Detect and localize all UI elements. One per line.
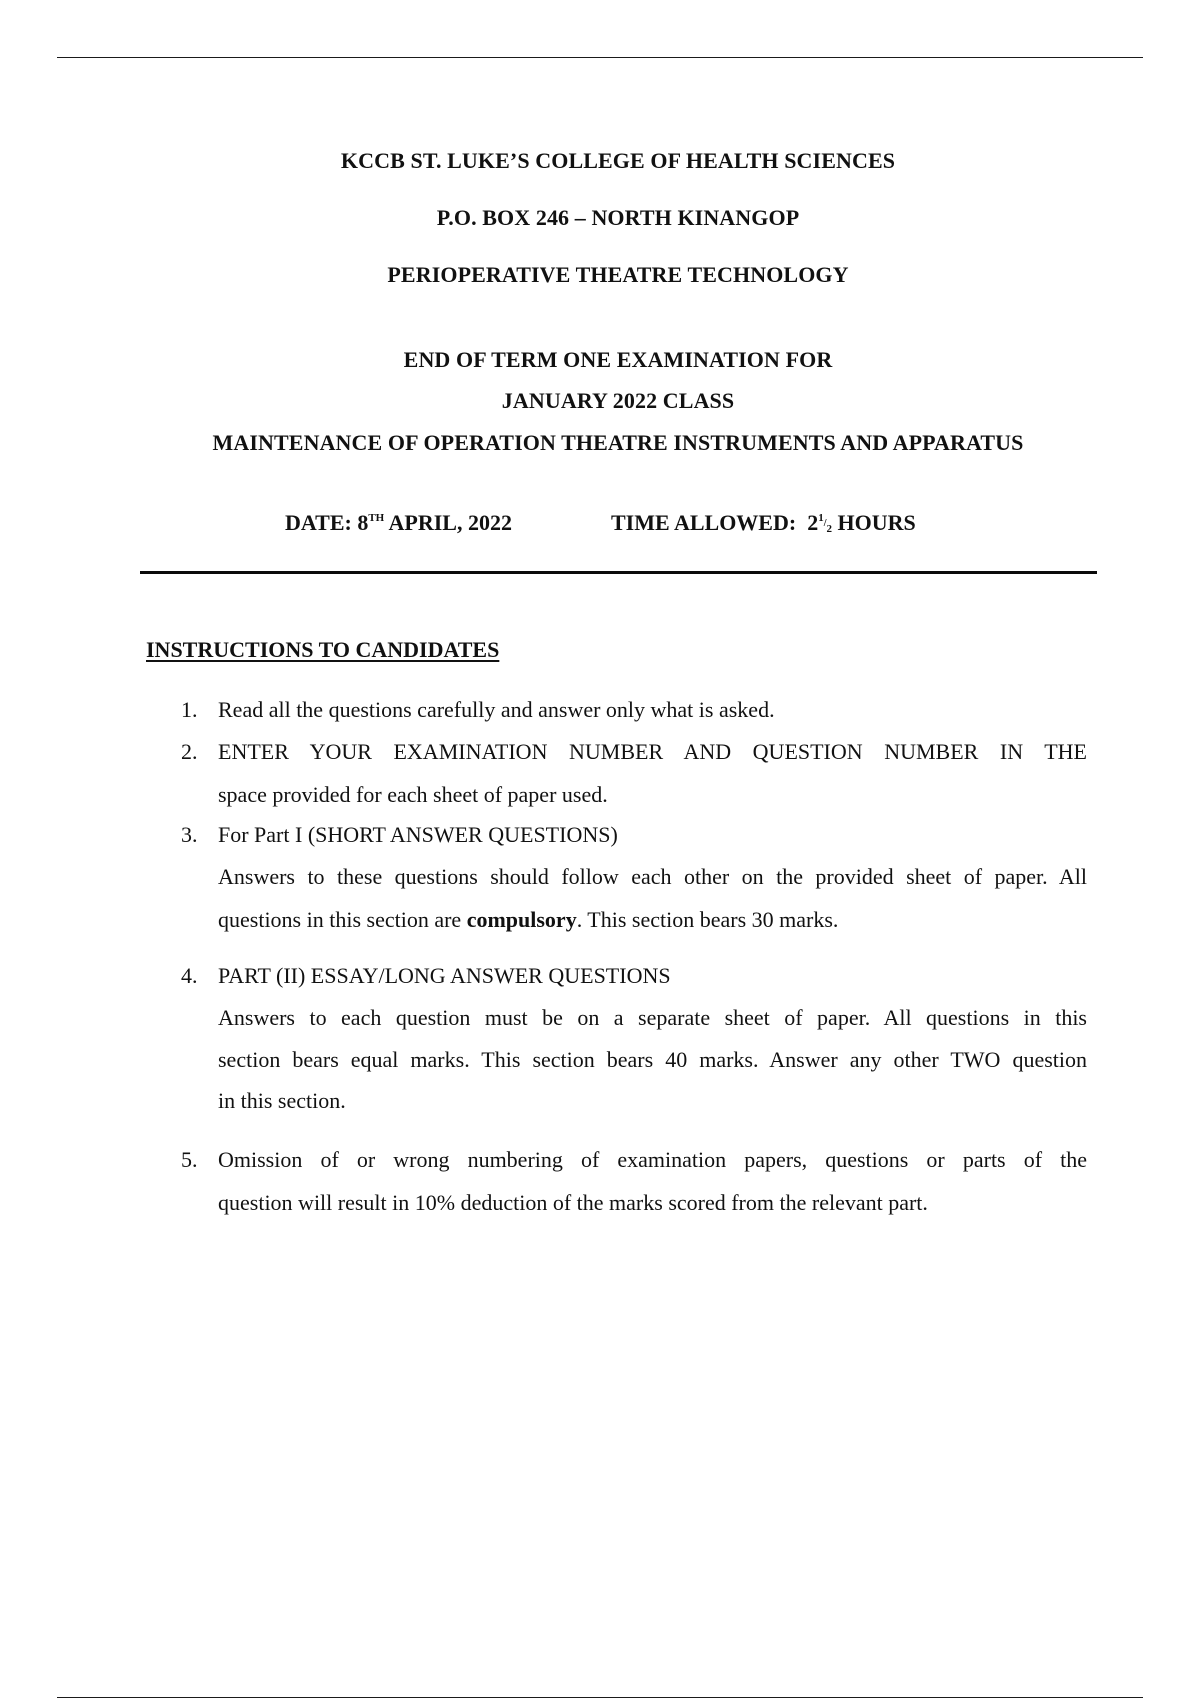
instruction-text: Omission of or wrong numbering of examination papers, questions or parts of the [218, 1147, 1087, 1172]
time-fraction-denominator: 2 [826, 523, 832, 535]
bottom-rule [57, 1697, 1143, 1698]
time-whole: 2 [807, 510, 819, 535]
exam-date [285, 510, 512, 536]
instruction-text-segment: questions in this section are [218, 907, 467, 932]
exam-title-line-1: END OF TERM ONE EXAMINATION FOR [403, 347, 833, 372]
date-day: 8 [357, 510, 369, 535]
header-divider [140, 571, 1097, 574]
instructions-title: INSTRUCTIONS TO CANDIDATES [146, 637, 500, 662]
instruction-number: 2. [181, 739, 198, 764]
date-suffix: TH [368, 512, 385, 524]
time-label: TIME ALLOWED: [611, 510, 797, 535]
department-name: PERIOPERATIVE THEATRE TECHNOLOGY [387, 262, 849, 287]
top-rule [57, 57, 1143, 58]
instruction-text: ENTER YOUR EXAMINATION NUMBER AND QUESTION NUMBER IN THE [218, 739, 1087, 764]
instruction-text: question will result in 10% deduction of the marks scored from the relevant part. [218, 1190, 928, 1215]
instruction-number: 3. [181, 822, 198, 847]
instruction-text: section bears equal marks. This section bears 40 marks. Answer any other TWO question [218, 1047, 1087, 1072]
instruction-text: Answers to these questions should follow each other on the provided sheet of paper. All [218, 864, 1087, 889]
institution-address: P.O. BOX 246 – NORTH KINANGOP [436, 205, 800, 230]
time-unit: HOURS [837, 510, 916, 535]
instruction-text: in this section. [218, 1088, 346, 1113]
instruction-text: space provided for each sheet of paper used. [218, 782, 608, 807]
instruction-text: Answers to each question must be on a separate sheet of paper. All questions in this [218, 1005, 1087, 1030]
exam-title-line-2: JANUARY 2022 CLASS [501, 388, 735, 413]
compulsory-emphasis: compulsory [466, 907, 577, 932]
subject-title: MAINTENANCE OF OPERATION THEATRE INSTRUMENTS AND APPARATUS [212, 430, 1024, 455]
instruction-text: For Part I (SHORT ANSWER QUESTIONS) [218, 822, 618, 847]
institution-name: KCCB ST. LUKE’S COLLEGE OF HEALTH SCIENCES [340, 148, 896, 173]
instruction-text [218, 907, 838, 933]
date-rest: APRIL, 2022 [388, 510, 512, 535]
date-label: DATE: [285, 510, 352, 535]
instruction-text: Read all the questions carefully and answer only what is asked. [218, 697, 775, 722]
instruction-text-segment: . This section bears 30 marks. [576, 907, 839, 932]
instruction-number: 5. [181, 1147, 198, 1172]
time-fraction-numerator: 1 [818, 512, 824, 524]
instruction-text: PART (II) ESSAY/LONG ANSWER QUESTIONS [218, 963, 671, 988]
time-allowed [611, 510, 916, 536]
instruction-number: 1. [181, 697, 198, 722]
time-fraction: 1/2 [818, 512, 832, 535]
instruction-number: 4. [181, 963, 198, 988]
